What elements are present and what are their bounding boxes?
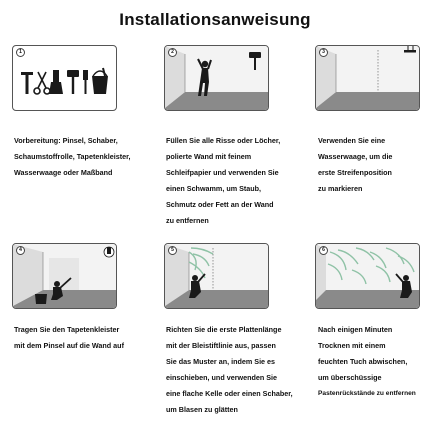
caption-line: Füllen Sie alle Risse oder Löcher,: [166, 136, 281, 145]
bucket-icon: [92, 68, 108, 94]
step-5-illustration: [164, 243, 269, 309]
step-5-caption: [166, 322, 291, 418]
caption-line: Trocknen mit einem: [318, 341, 386, 350]
paint-brush-icon: [83, 70, 88, 94]
step-3-number: 3: [319, 48, 328, 57]
caption-line: Richten Sie die erste Plattenlänge: [166, 325, 282, 334]
caption-line: eine flache Kelle oder einen Schaber,: [166, 389, 293, 398]
ruler-icon: [21, 72, 33, 94]
caption-line: mit dem Pinsel auf die Wand auf: [14, 341, 124, 350]
caption-line: Schaumstoffrolle, Tapetenkleister,: [14, 152, 131, 161]
step-3-illustration: [315, 45, 420, 111]
step-6-caption: [318, 322, 428, 402]
caption-line: Wasserwaage, um die: [318, 152, 393, 161]
caption-line: feuchten Tuch abwischen,: [318, 357, 408, 366]
step-4-number: 4: [16, 246, 25, 255]
caption-line: Sie das Muster an, indem Sie es: [166, 357, 276, 366]
step-3-caption: [318, 133, 430, 197]
caption-line: Schmutz oder Fett an der Wand: [166, 200, 274, 209]
scraper-icon: [49, 70, 63, 94]
page-title: Installationsanweisung: [119, 10, 311, 29]
caption-line: um Blasen zu glätten: [166, 405, 238, 414]
caption-line: Tragen Sie den Tapetenkleister: [14, 325, 120, 334]
step-1-number: 1: [16, 48, 25, 57]
caption-line: zu markieren: [318, 184, 363, 193]
step-4-caption: [14, 322, 139, 354]
scissors-icon: [34, 72, 50, 94]
step-2-caption: [166, 133, 291, 229]
caption-line: erste Streifenposition: [318, 168, 392, 177]
caption-line: Wasserwaage oder Maßband: [14, 168, 113, 177]
paint-brush-icon: [104, 247, 114, 257]
roller-icon: [67, 70, 79, 94]
caption-line: einschieben, und verwenden Sie: [166, 373, 278, 382]
tools-icon: [13, 46, 116, 110]
step-2-illustration: [164, 45, 269, 111]
caption-line: Vorbereitung: Pinsel, Schaber,: [14, 136, 118, 145]
caption-line: einen Schwamm, um Staub,: [166, 184, 262, 193]
step-1-illustration: [12, 45, 117, 111]
caption-line: mit der Bleistiftlinie aus, passen: [166, 341, 276, 350]
caption-line: zu entfernen: [166, 216, 209, 225]
step-2-number: 2: [168, 48, 177, 57]
step-5-number: 5: [168, 246, 177, 255]
step-6-illustration: [315, 243, 420, 309]
step-6-number: 6: [319, 246, 328, 255]
step-1-caption: [14, 133, 139, 181]
caption-line: Verwenden Sie eine: [318, 136, 386, 145]
step-4-illustration: [12, 243, 117, 309]
caption-line: Schleifpapier und verwenden Sie: [166, 168, 279, 177]
caption-line: polierte Wand mit feinem: [166, 152, 252, 161]
bucket-icon: [35, 294, 47, 304]
caption-line: Nach einigen Minuten: [318, 325, 393, 334]
caption-line: Pastenrückstände zu entfernen: [318, 390, 416, 397]
caption-line: um überschüssige: [318, 373, 382, 382]
